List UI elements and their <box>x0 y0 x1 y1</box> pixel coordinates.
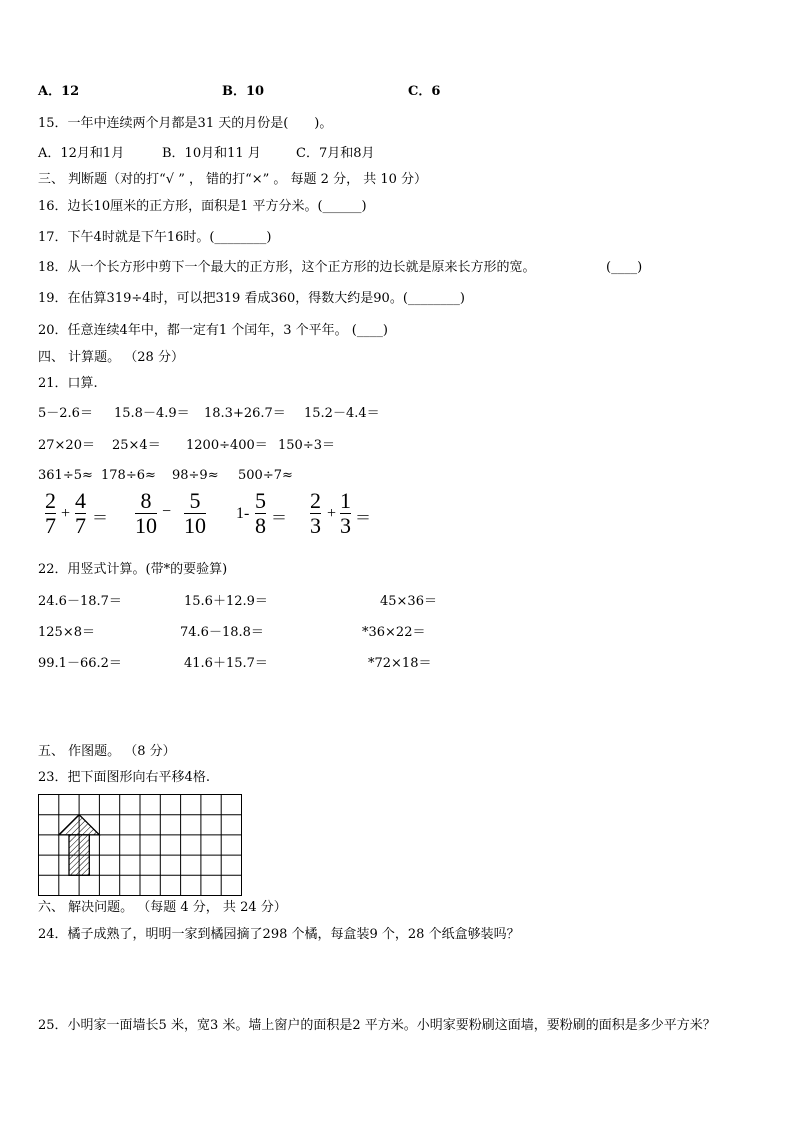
q21-title: 21．口算. <box>38 376 98 391</box>
q21-item: 27×20＝ <box>38 438 95 453</box>
q17: 17．下午4时就是下午16时。(________) <box>38 230 272 245</box>
q14-option-c: C．6 <box>408 84 441 99</box>
fraction: 4 7 <box>75 488 86 538</box>
one-minus: 1- <box>236 505 250 522</box>
section-6-title: 六、 解决问题。 （每题 4 分， 共 24 分） <box>38 900 287 915</box>
fraction: 5 10 <box>184 488 206 538</box>
q15-option-a: A．12月和1月 <box>38 146 125 161</box>
q18: 18．从一个长方形中剪下一个最大的正方形，这个正方形的边长就是原来长方形的宽。 <box>38 260 536 275</box>
q22-item: 74.6－18.8＝ <box>180 625 264 640</box>
translation-grid <box>38 794 243 897</box>
q20: 20．任意连续4年中，都一定有1 个闰年，3 个平年。 (____) <box>38 323 388 338</box>
plus-sign: + <box>61 505 71 522</box>
q22-item: 99.1－66.2＝ <box>38 656 122 671</box>
q15-stem: 15．一年中连续两个月都是31 天的月份是( )。 <box>38 116 333 131</box>
fraction: 2 7 <box>45 488 56 538</box>
fraction: 1 3 <box>340 488 351 538</box>
q22-item: 24.6－18.7＝ <box>38 594 122 609</box>
q22-item: *72×18＝ <box>368 656 432 671</box>
q16: 16．边长10厘米的正方形，面积是1 平方分米。(______) <box>38 199 367 214</box>
equals-sign: ＝ <box>92 510 109 527</box>
fraction: 2 3 <box>310 488 321 538</box>
equals-sign: ＝ <box>355 510 372 527</box>
fraction: 8 10 <box>135 488 157 538</box>
q21-item: 15.8－4.9＝ <box>114 406 190 421</box>
q21-item: 178÷6≈ <box>101 468 156 483</box>
q14-option-b: B．10 <box>222 84 265 99</box>
q21-item: 15.2－4.4＝ <box>304 406 380 421</box>
section-5-title: 五、 作图题。 （8 分） <box>38 744 176 759</box>
arrow-shape <box>59 815 100 835</box>
arrow-shaft <box>69 835 89 875</box>
q21-item: 25×4＝ <box>112 438 161 453</box>
q19: 19．在估算319÷4时，可以把319 看成360，得数大约是90。(________) <box>38 291 465 306</box>
q22-item: 15.6＋12.9＝ <box>184 594 268 609</box>
equals-sign: ＝ <box>271 510 288 527</box>
minus-sign: − <box>162 503 172 520</box>
section-3-title: 三、 判断题（对的打“√ ” ， 错的打“×” 。 每题 2 分， 共 10 分） <box>38 172 428 187</box>
q23-title: 23．把下面图形向右平移4格. <box>38 770 210 785</box>
q21-item: 361÷5≈ <box>38 468 93 483</box>
fraction: 5 8 <box>255 488 266 538</box>
q15-option-c: C．7月和8月 <box>296 146 375 161</box>
q22-item: 41.6＋15.7＝ <box>184 656 268 671</box>
q22-item: 125×8＝ <box>38 625 95 640</box>
section-4-title: 四、 计算题。 （28 分） <box>38 350 184 365</box>
q24: 24．橘子成熟了，明明一家到橘园摘了298 个橘，每盒装9 个，28 个纸盒够装吗？ <box>38 927 520 942</box>
q21-item: 500÷7≈ <box>238 468 293 483</box>
q18-answer-blank: (____) <box>606 260 643 275</box>
q21-item: 1200÷400＝ <box>186 438 268 453</box>
q21-item: 18.3+26.7＝ <box>204 406 286 421</box>
q21-item: 98÷9≈ <box>172 468 219 483</box>
q21-item: 5－2.6＝ <box>38 406 93 421</box>
q21-item: 150÷3＝ <box>278 438 335 453</box>
q14-option-a: A．12 <box>38 84 80 99</box>
q15-option-b: B．10月和11 月 <box>162 146 261 161</box>
plus-sign: + <box>327 505 337 522</box>
q22-item: 45×36＝ <box>380 594 437 609</box>
q25: 25．小明家一面墙长5 米，宽3 米。墙上窗户的面积是2 平方米。小明家要粉刷这面墙，要粉刷的面积是多少平方米？ <box>38 1018 716 1033</box>
q22-item: *36×22＝ <box>362 625 426 640</box>
q22-title: 22．用竖式计算。(带*的要验算) <box>38 562 228 577</box>
